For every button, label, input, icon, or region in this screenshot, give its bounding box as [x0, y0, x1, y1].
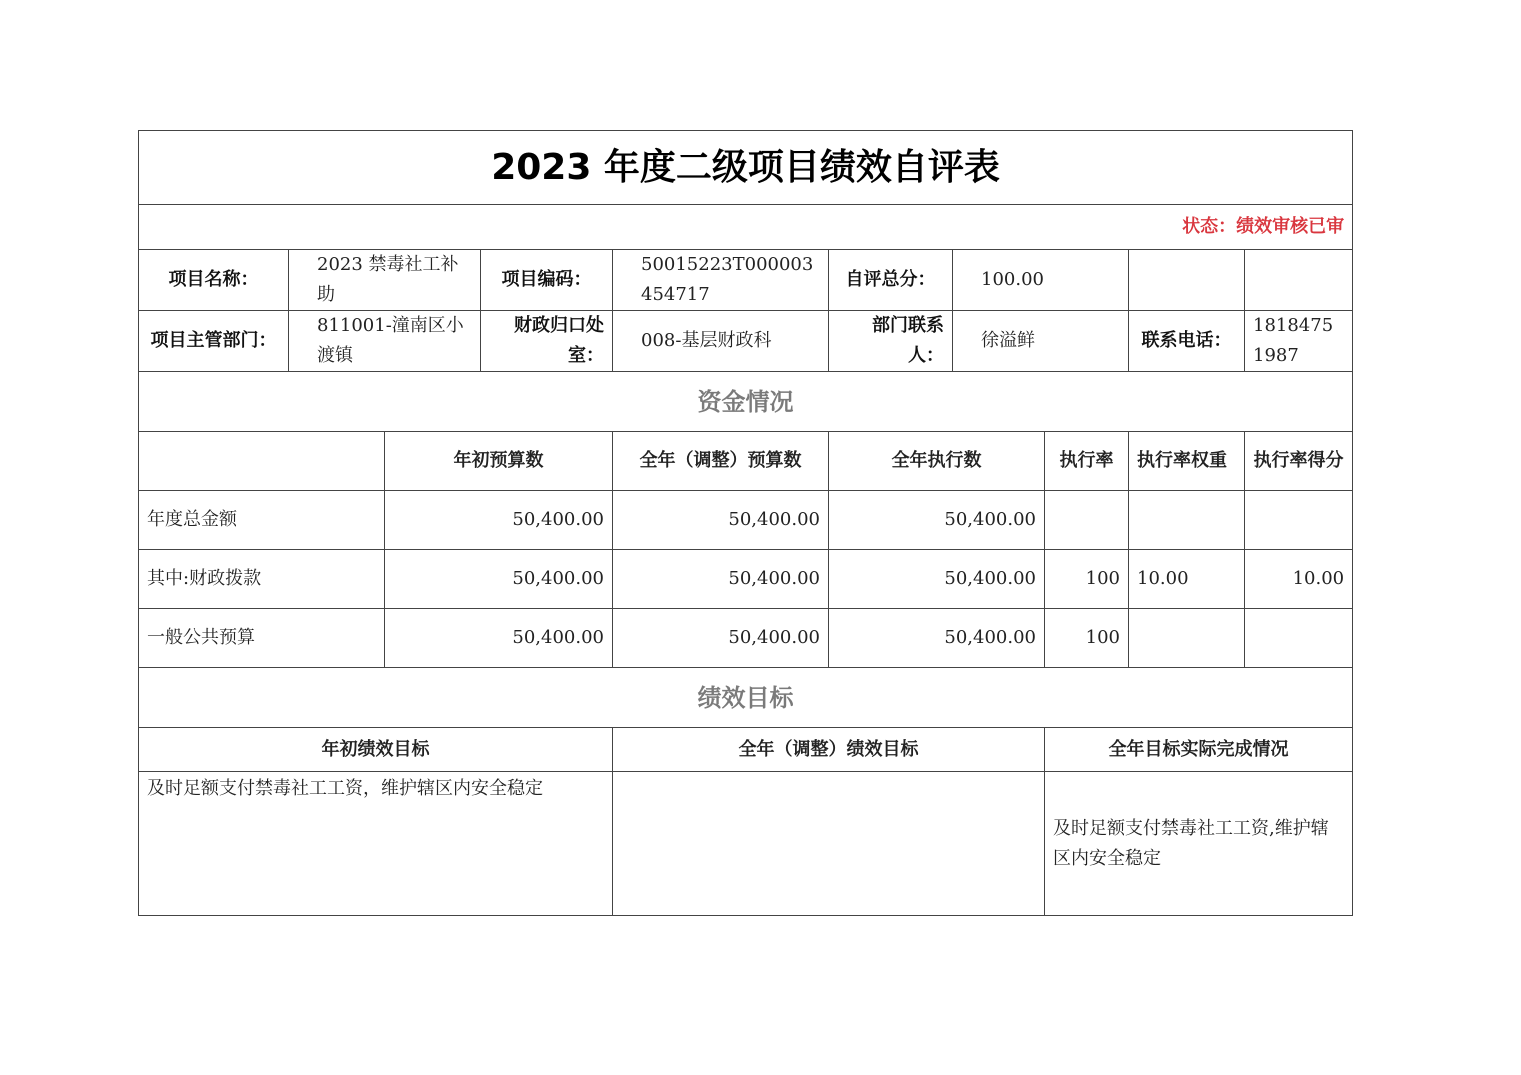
- fund-row-score: [1245, 491, 1353, 550]
- goals-section-title: 绩效目标: [139, 668, 1353, 728]
- table-row: [139, 491, 1353, 550]
- project-code-label: 项目编码：: [481, 250, 613, 311]
- goal-adjusted-text: [613, 772, 1045, 916]
- contact-value: 徐溢鲜: [953, 311, 1129, 372]
- fund-row-executed: 50,400.00: [829, 491, 1045, 550]
- funds-header-score: 执行率得分: [1245, 432, 1353, 491]
- goals-header-adjusted: 全年（调整）绩效目标: [613, 728, 1045, 772]
- fund-row-weight: 10.00: [1129, 550, 1245, 609]
- goal-actual-text: 及时足额支付禁毒社工工资,维护辖区内安全稳定: [1045, 772, 1353, 916]
- fund-row-executed: 50,400.00: [829, 550, 1045, 609]
- fund-row-rate: [1045, 491, 1129, 550]
- goals-header-initial: 年初绩效目标: [139, 728, 613, 772]
- fund-row-name: 一般公共预算: [139, 609, 385, 668]
- goals-header-actual: 全年目标实际完成情况: [1045, 728, 1353, 772]
- dept-label: 项目主管部门：: [139, 311, 289, 372]
- funds-section-title: 资金情况: [139, 372, 1353, 432]
- status-badge: 状态：绩效审核已审: [139, 205, 1353, 250]
- funds-header-executed: 全年执行数: [829, 432, 1045, 491]
- funds-header-blank: [139, 432, 385, 491]
- fund-row-adjusted: 50,400.00: [613, 550, 829, 609]
- phone-value: 18184751987: [1245, 311, 1353, 372]
- finance-value: 008-基层财政科: [613, 311, 829, 372]
- form-table: [138, 130, 1353, 916]
- fund-row-initial: 50,400.00: [385, 491, 613, 550]
- phone-label: 联系电话：: [1129, 311, 1245, 372]
- fund-row-score: [1245, 609, 1353, 668]
- fund-row-adjusted: 50,400.00: [613, 609, 829, 668]
- self-score-value: 100.00: [953, 250, 1129, 311]
- fund-row-name: 年度总金额: [139, 491, 385, 550]
- funds-header-weight: 执行率权重: [1129, 432, 1245, 491]
- project-name-value: 2023 禁毒社工补助: [289, 250, 481, 311]
- dept-value: 811001-潼南区小渡镇: [289, 311, 481, 372]
- table-row: [139, 550, 1353, 609]
- fund-row-rate: 100: [1045, 550, 1129, 609]
- fund-row-rate: 100: [1045, 609, 1129, 668]
- project-name-label: 项目名称：: [139, 250, 289, 311]
- fund-row-score: 10.00: [1245, 550, 1353, 609]
- fund-row-weight: [1129, 491, 1245, 550]
- fund-row-adjusted: 50,400.00: [613, 491, 829, 550]
- funds-header-adjusted: 全年（调整）预算数: [613, 432, 829, 491]
- contact-label: 部门联系人：: [829, 311, 953, 372]
- empty-cell: [1245, 250, 1353, 311]
- fund-row-initial: 50,400.00: [385, 550, 613, 609]
- fund-row-executed: 50,400.00: [829, 609, 1045, 668]
- funds-header-initial: 年初预算数: [385, 432, 613, 491]
- evaluation-form: [138, 130, 1352, 916]
- finance-label: 财政归口处室：: [481, 311, 613, 372]
- fund-row-weight: [1129, 609, 1245, 668]
- project-code-value: 50015223T000003454717: [613, 250, 829, 311]
- fund-row-name: 其中:财政拨款: [139, 550, 385, 609]
- funds-header-rate: 执行率: [1045, 432, 1129, 491]
- goal-initial-text: 及时足额支付禁毒社工工资，维护辖区内安全稳定: [139, 772, 613, 916]
- table-row: [139, 609, 1353, 668]
- form-title: 2023 年度二级项目绩效自评表: [139, 131, 1353, 205]
- fund-row-initial: 50,400.00: [385, 609, 613, 668]
- empty-cell: [1129, 250, 1245, 311]
- self-score-label: 自评总分：: [829, 250, 953, 311]
